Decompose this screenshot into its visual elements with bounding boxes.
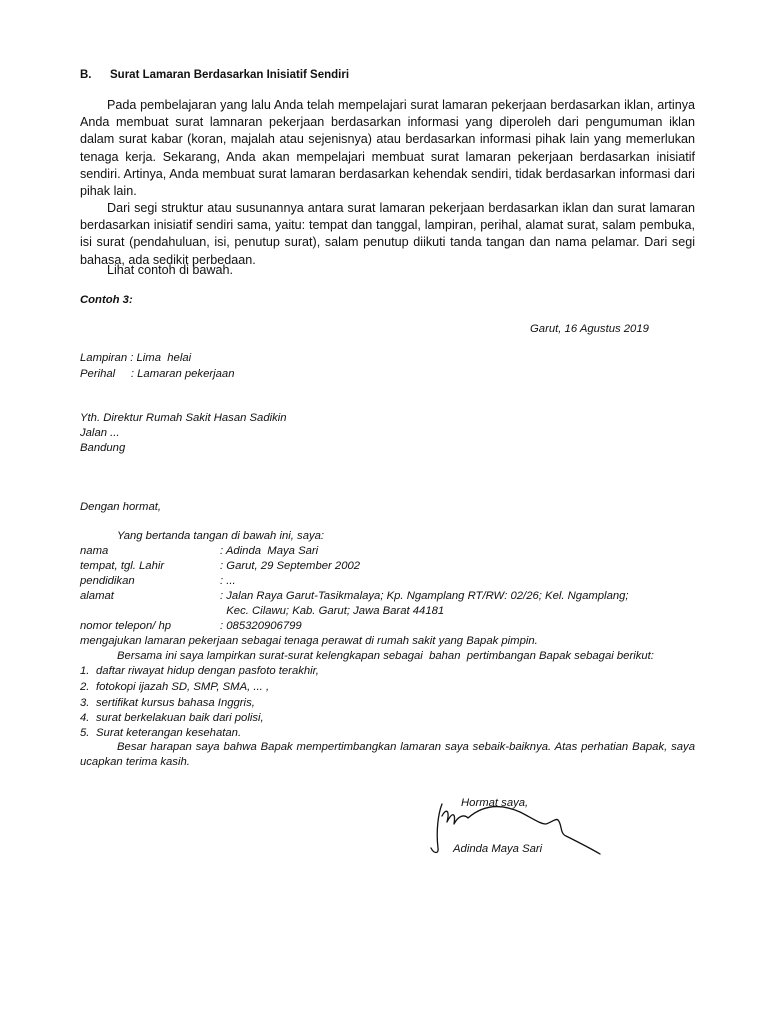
recipient-line: Bandung bbox=[80, 442, 126, 454]
identity-row bbox=[80, 545, 318, 557]
identity-row bbox=[80, 560, 360, 572]
identity-row bbox=[80, 605, 444, 617]
attachment-text: surat berkelakuan baik dari polisi, bbox=[96, 712, 264, 724]
identity-row bbox=[80, 575, 236, 587]
attachment-number: 2. bbox=[80, 681, 90, 693]
attachment-number: 3. bbox=[80, 697, 90, 709]
attachment-text: fotokopi ijazah SD, SMP, SMA, ... , bbox=[96, 681, 270, 693]
letter-place-date: Garut, 16 Agustus 2019 bbox=[530, 323, 649, 335]
attachment-text: Surat keterangan kesehatan. bbox=[96, 727, 242, 739]
intro-paragraph-2: Dari segi struktur atau susunannya antara surat lamaran pekerjaan berdasarkan iklan dan surat lamaran berdasarkan inisiatif sendiri sama, yaitu: tempat dan tanggal, lampiran, perihal, alamat surat, salam pembuka, isi surat (pendahuluan, isi, penutup surat), salam penutup diikuti tanda tangan dan nama pelamar. Dari segi bahasa, ada sedikit perbedaan. bbox=[80, 201, 695, 267]
closing-paragraph: Besar harapan saya bahwa Bapak mempertimbangkan lamaran saya sebaik-baiknya. Atas perhatian Bapak, saya ucapkan terima kasih. bbox=[80, 741, 695, 769]
attachment-item bbox=[80, 681, 269, 693]
identity-value: : Jalan Raya Garut-Tasikmalaya; Kp. Ngamplang RT/RW: 02/26; Kel. Ngamplang; bbox=[220, 590, 629, 602]
attachment-item bbox=[80, 665, 319, 677]
attachment-item bbox=[80, 727, 241, 739]
regards: Hormat saya, bbox=[461, 797, 529, 809]
identity-label: pendidikan bbox=[80, 575, 135, 587]
signature-name: Adinda Maya Sari bbox=[453, 843, 543, 855]
intro-paragraph-1: Pada pembelajaran yang lalu Anda telah mempelajari surat lamaran pekerjaan berdasarkan iklan, artinya Anda membuat surat lamnaran pekerjaan berdasarkan informasi yang diperoleh dari pengumuman iklan dalam surat kabar (koran, majalah atau sejenisnya) atau berdasarkan informasi pihak lain yang memerlukan tenaga kerja. Sekarang, Anda akan mempelajari membuat surat lamaran pekerjaan berdasarkan inisiatif sendiri. Artinya, Anda membuat surat lamaran berdasarkan kehendak sendiri, tidak berdasarkan informasi dari pihak lain. bbox=[80, 98, 695, 199]
attachment-number: 1. bbox=[80, 665, 90, 677]
attachment-item bbox=[80, 697, 255, 709]
section-number: B. bbox=[80, 69, 92, 81]
letter-perihal: Perihal : Lamaran pekerjaan bbox=[80, 368, 235, 380]
attachment-text: daftar riwayat hidup dengan pasfoto terakhir, bbox=[96, 665, 319, 677]
identity-label: alamat bbox=[80, 590, 114, 602]
identity-value: Kec. Cilawu; Kab. Garut; Jawa Barat 44181 bbox=[220, 605, 445, 617]
example-label: Contoh 3: bbox=[80, 294, 133, 306]
recipient-line: Yth. Direktur Rumah Sakit Hasan Sadikin bbox=[80, 412, 287, 424]
attachment-number: 4. bbox=[80, 712, 90, 724]
identity-label: tempat, tgl. Lahir bbox=[80, 560, 165, 572]
attachment-text: sertifikat kursus bahasa Inggris, bbox=[96, 697, 255, 709]
letter-lampiran: Lampiran : Lima helai bbox=[80, 352, 192, 364]
opening-line: Yang bertanda tangan di bawah ini, saya: bbox=[117, 530, 325, 542]
recipient-line: Jalan ... bbox=[80, 427, 120, 439]
attachment-item bbox=[80, 712, 264, 724]
identity-label: nama bbox=[80, 545, 109, 557]
identity-value: : ... bbox=[220, 575, 236, 587]
identity-row bbox=[80, 590, 629, 602]
identity-row bbox=[80, 620, 302, 632]
attachment-number: 5. bbox=[80, 727, 90, 739]
section-heading bbox=[80, 69, 349, 81]
identity-value: : 085320906799 bbox=[220, 620, 302, 632]
salutation: Dengan hormat, bbox=[80, 501, 162, 513]
identity-label: nomor telepon/ hp bbox=[80, 620, 172, 632]
attachment-intro: Bersama ini saya lampirkan surat-surat kelengkapan sebagai bahan pertimbangan Bapak sebagai berikut: bbox=[117, 650, 654, 662]
apply-statement: mengajukan lamaran pekerjaan sebagai tenaga perawat di rumah sakit yang Bapak pimpin. bbox=[80, 635, 538, 647]
intro-paragraph-3: Lihat contoh di bawah. bbox=[107, 263, 234, 277]
identity-value: : Garut, 29 September 2002 bbox=[220, 560, 361, 572]
identity-value: : Adinda Maya Sari bbox=[220, 545, 319, 557]
section-title: Surat Lamaran Berdasarkan Inisiatif Sendiri bbox=[110, 69, 350, 81]
